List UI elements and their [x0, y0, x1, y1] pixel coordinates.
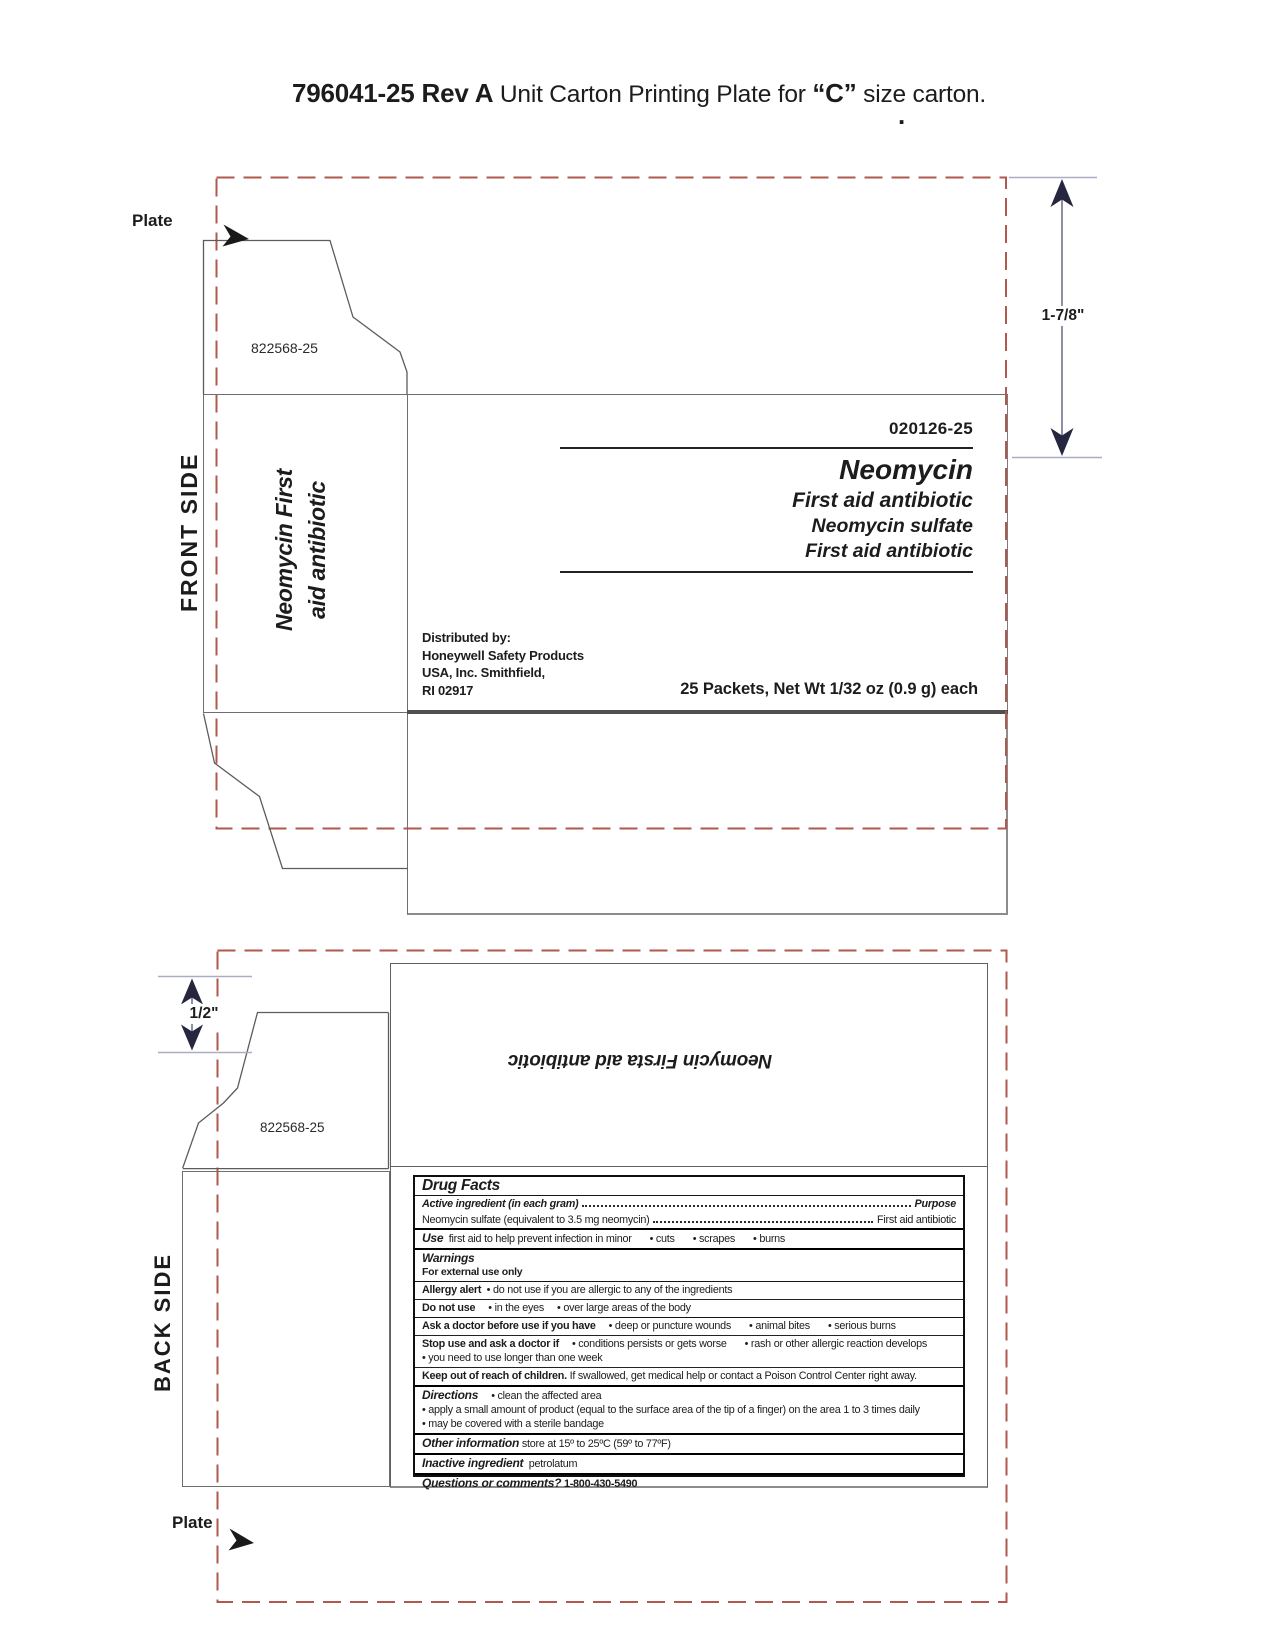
stop-use-label: Stop use and ask a doctor if — [422, 1338, 559, 1350]
distributor-line2: Honeywell Safety Products — [422, 647, 584, 663]
net-weight-statement: 25 Packets, Net Wt 1/32 oz (0.9 g) each — [680, 680, 978, 698]
do-not-use-row — [415, 1300, 963, 1317]
keep-out-text: If swallowed, get medical help or contact a Poison Control Center right away. — [569, 1370, 917, 1382]
allergy-alert-row — [415, 1282, 963, 1299]
title-description: Unit Carton Printing Plate for — [493, 81, 813, 108]
ask-doctor-label: Ask a doctor before use if you have — [422, 1320, 596, 1332]
use-bullet-2: • scrapes — [692, 1233, 736, 1245]
questions-phone: 1-800-430-5490 — [563, 1478, 638, 1490]
stop-use-bullet-2: • rash or other allergic reaction develops — [744, 1338, 927, 1350]
use-bullet-1: • cuts — [649, 1233, 675, 1245]
back-side-label: BACK SIDE — [150, 1252, 175, 1392]
distributor-line1: Distributed by: — [422, 630, 511, 645]
stray-period: . — [898, 100, 906, 130]
front-subtitle-1: First aid antibiotic — [792, 489, 973, 512]
ask-doctor-row — [415, 1318, 963, 1335]
use-bullet-3: • burns — [753, 1233, 786, 1245]
use-text: first aid to help prevent infection in minor — [448, 1233, 632, 1245]
title-tail: size carton. — [856, 81, 987, 108]
front-dimension-label: 1-7/8" — [1030, 306, 1096, 326]
front-headline-group — [560, 419, 973, 573]
do-not-use-bullet-1: • in the eyes — [488, 1302, 545, 1314]
keep-out-label: Keep out of reach of children. — [422, 1370, 567, 1382]
ask-doctor-bullet-1: • deep or puncture wounds — [608, 1320, 732, 1332]
active-ingredient-row — [415, 1212, 963, 1228]
do-not-use-label: Do not use — [422, 1302, 476, 1314]
use-row — [415, 1230, 963, 1248]
other-information-label: Other information — [422, 1436, 520, 1450]
directions-label: Directions — [422, 1388, 479, 1402]
ask-doctor-bullet-2: • animal bites — [749, 1320, 810, 1332]
stop-use-row — [415, 1336, 963, 1351]
directions-row-2 — [415, 1403, 963, 1417]
front-top-flap-outline — [204, 241, 408, 395]
active-ingredient-header: Active ingredient (in each gram) — [422, 1197, 579, 1210]
front-subtitle-2: Neomycin sulfate — [811, 515, 973, 537]
front-headline-top-rule — [560, 447, 973, 449]
keep-out-row — [415, 1368, 963, 1385]
distributor-line4: RI 02917 — [422, 682, 474, 698]
front-side-panel-line1: Neomycin First — [271, 469, 297, 631]
stop-use-bullet-1: • conditions persists or gets worse — [572, 1338, 727, 1350]
directions-line3: • may be covered with a sterile bandage — [422, 1418, 604, 1430]
inactive-ingredient-text: petrolatum — [528, 1458, 578, 1470]
front-headline-bottom-rule — [560, 571, 973, 573]
title-part-number: 796041-25 Rev A — [292, 78, 494, 108]
warnings-title-row — [415, 1250, 963, 1266]
purpose-value: First aid antibiotic — [876, 1213, 956, 1226]
dot-leader — [582, 1205, 910, 1207]
questions-row — [415, 1475, 963, 1493]
front-side-panel-rotated-text — [268, 464, 334, 636]
inactive-ingredient-row — [415, 1455, 963, 1473]
use-label: Use — [422, 1231, 444, 1245]
allergy-alert-label: Allergy alert — [422, 1284, 482, 1296]
back-plate-pointer-arrow-icon — [229, 1529, 255, 1551]
back-left-flap-outline — [183, 1013, 389, 1169]
back-flap-part-code: 822568-25 — [260, 1120, 325, 1135]
questions-label: Questions or comments? — [422, 1476, 562, 1490]
front-subtitle-3: First aid antibiotic — [805, 540, 973, 562]
front-plate-label: Plate — [132, 211, 173, 230]
do-not-use-bullet-2: • over large areas of the body — [557, 1302, 691, 1314]
distributor-line3: USA, Inc. Smithfield, — [422, 665, 545, 681]
stop-use-row-2 — [415, 1351, 963, 1367]
external-use-text: For external use only — [422, 1266, 523, 1278]
dot-leader — [653, 1221, 873, 1223]
back-plate-label: Plate — [172, 1513, 213, 1532]
inactive-ingredient-label: Inactive ingredient — [422, 1456, 524, 1470]
other-information-text: store at 15º to 25ºC (59º to 77ºF) — [521, 1438, 671, 1450]
front-side-label: FRONT SIDE — [176, 452, 202, 612]
stop-use-line2: • you need to use longer than one week — [422, 1352, 603, 1364]
external-use-row — [415, 1266, 963, 1281]
drug-facts-box — [413, 1175, 965, 1490]
front-flap-part-code: 822568-25 — [251, 340, 318, 356]
allergy-alert-text: • do not use if you are allergic to any of the ingredients — [486, 1284, 733, 1296]
front-side-panel-line2: aid antibiotic — [304, 481, 330, 619]
warnings-label: Warnings — [422, 1251, 475, 1265]
directions-row — [415, 1387, 963, 1403]
title-size-code: “C” — [812, 78, 857, 108]
directions-bullet-1: • clean the affected area — [491, 1390, 602, 1402]
drug-facts-title: Drug Facts — [422, 1177, 500, 1194]
other-information-row — [415, 1435, 963, 1453]
back-upside-down-headline: Neomycin Firsta aid antibiotic — [507, 1050, 773, 1071]
directions-line2: • apply a small amount of product (equal to the surface area of the tip of a finger) on the area 1 to 3 times daily — [422, 1404, 920, 1416]
active-ingredient-header-row — [415, 1196, 963, 1212]
front-brand-name: Neomycin — [839, 454, 973, 485]
front-bottom-flap-outline — [204, 714, 409, 869]
ask-doctor-bullet-3: • serious burns — [827, 1320, 896, 1332]
directions-row-3 — [415, 1417, 963, 1433]
purpose-header: Purpose — [914, 1197, 956, 1210]
active-ingredient-value: Neomycin sulfate (equivalent to 3.5 mg neomycin) — [422, 1213, 650, 1226]
front-part-number: 020126-25 — [889, 419, 973, 438]
front-plate-pointer-arrow-icon — [223, 225, 250, 247]
back-dimension-label: 1/2" — [179, 1004, 229, 1024]
